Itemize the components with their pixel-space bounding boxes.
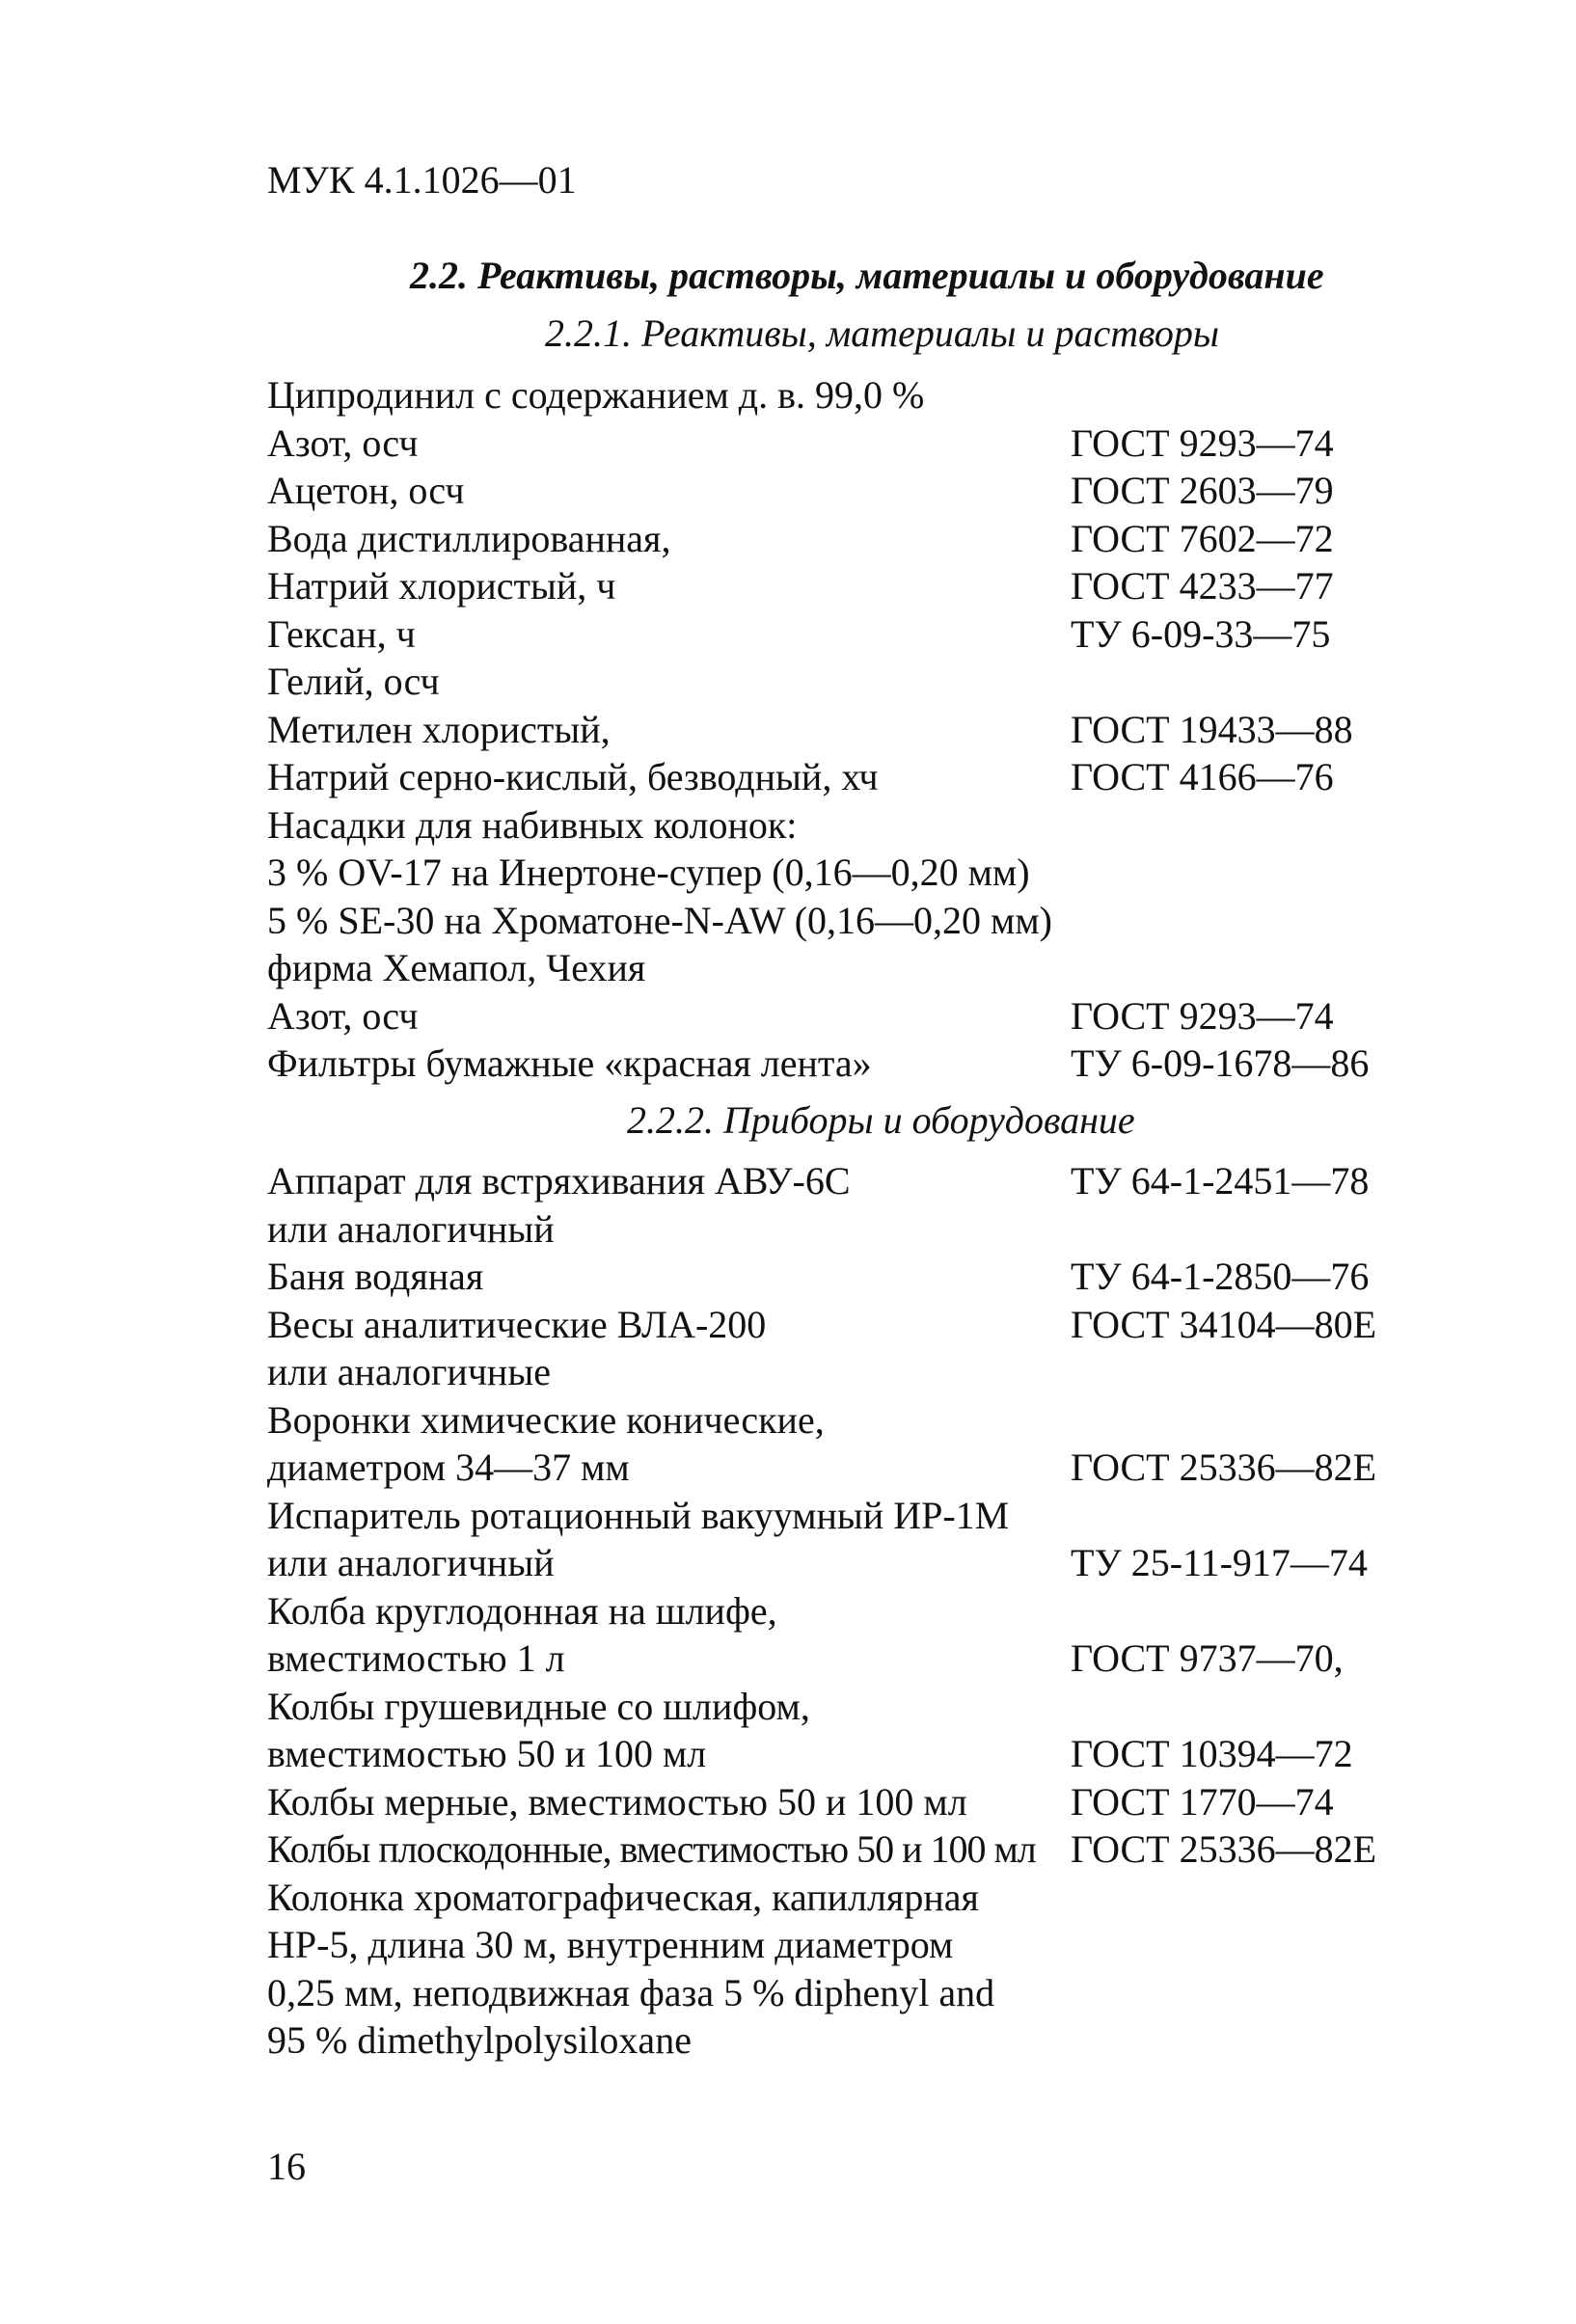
item-label: Азот, осч <box>267 420 419 465</box>
list-item <box>267 1969 1425 2017</box>
item-standard: ГОСТ 10394—72 <box>1071 1732 1353 1775</box>
item-standard: ГОСТ 34104—80Е <box>1071 1302 1377 1346</box>
item-standard: ГОСТ 1770—74 <box>1071 1779 1334 1824</box>
list-item <box>267 706 1425 754</box>
item-standard: ГОСТ 4233—77 <box>1071 564 1334 608</box>
list-item <box>267 1444 1425 1492</box>
item-standard: ГОСТ 7602—72 <box>1071 516 1334 560</box>
list-item <box>267 1157 1425 1205</box>
item-label: Испаритель ротационный вакуумный ИР-1М <box>267 1493 1010 1537</box>
item-label: Колонка хроматографическая, капиллярная <box>267 1875 979 1919</box>
item-label: Гексан, ч <box>267 611 416 656</box>
item-standard: ГОСТ 9737—70, <box>1071 1636 1344 1680</box>
list-item <box>267 1301 1425 1349</box>
item-standard: ТУ 6-09-33—75 <box>1071 611 1331 656</box>
list-item <box>267 562 1425 610</box>
list-item <box>267 1683 1425 1731</box>
item-standard: ГОСТ 9293—74 <box>1071 993 1334 1038</box>
item-standard: ГОСТ 25336—82Е <box>1071 1827 1377 1871</box>
list-item <box>267 1539 1425 1587</box>
item-standard: ТУ 25-11-917—74 <box>1071 1541 1368 1584</box>
item-label: Вода дистиллированная, <box>267 516 671 560</box>
item-standard: ГОСТ 25336—82Е <box>1071 1446 1377 1489</box>
list-item <box>267 1040 1425 1088</box>
item-label: Натрий серно-кислый, безводный, хч <box>267 755 879 798</box>
list-item <box>267 658 1425 706</box>
item-label: Баня водяная <box>267 1255 484 1298</box>
list-item <box>267 371 1425 419</box>
item-label: 5 % SE-30 на Хроматоне-N-AW (0,16—0,20 мм) <box>267 898 1052 942</box>
list-item <box>267 1778 1425 1826</box>
list-item <box>267 801 1425 850</box>
item-label: 3 % OV-17 на Инертоне-супер (0,16—0,20 мм) <box>267 851 1030 894</box>
item-label: Аппарат для встряхивания АВУ-6С <box>267 1159 851 1203</box>
item-standard: ТУ 64-1-2451—78 <box>1071 1159 1370 1203</box>
list-item <box>267 419 1425 468</box>
subsection-title-equipment: 2.2.2. Приборы и оборудование <box>627 1098 1135 1142</box>
item-standard: ТУ 64-1-2850—76 <box>1071 1255 1370 1298</box>
list-item <box>267 1587 1425 1635</box>
list-item <box>267 897 1425 945</box>
equipment-list <box>267 1157 1425 2065</box>
item-label: Колбы плоскодонные, вместимостью 50 и 100 мл <box>267 1827 1036 1871</box>
list-item <box>267 1874 1425 1922</box>
list-item <box>267 1635 1425 1683</box>
item-label: или аналогичные <box>267 1350 551 1393</box>
item-label: Насадки для набивных колонок: <box>267 802 798 847</box>
list-item <box>267 1730 1425 1778</box>
item-label: Колбы мерные, вместимостью 50 и 100 мл <box>267 1779 967 1824</box>
item-label: Метилен хлористый, <box>267 707 611 751</box>
list-item <box>267 1348 1425 1396</box>
item-standard: ГОСТ 9293—74 <box>1071 420 1334 465</box>
item-label: Ципродинил с содержанием д. в. 99,0 % <box>267 373 925 417</box>
item-standard: ГОСТ 19433—88 <box>1071 707 1353 751</box>
list-item <box>267 1921 1425 1969</box>
list-item <box>267 944 1425 992</box>
list-item <box>267 992 1425 1040</box>
item-label: Натрий хлористый, ч <box>267 564 616 608</box>
item-label: вместимостью 1 л <box>267 1636 565 1680</box>
item-label: или аналогичный <box>267 1541 555 1584</box>
item-label: Ацетон, осч <box>267 469 465 512</box>
list-item <box>267 467 1425 515</box>
item-label: Колбы грушевидные со шлифом, <box>267 1684 810 1728</box>
page-number: 16 <box>267 2145 306 2188</box>
list-item <box>267 1492 1425 1540</box>
item-label: Воронки химические конические, <box>267 1397 825 1442</box>
item-label: Азот, осч <box>267 993 419 1038</box>
item-label: Фильтры бумажные «красная лента» <box>267 1041 872 1085</box>
item-label: фирма Хемапол, Чехия <box>267 946 646 989</box>
list-item <box>267 515 1425 563</box>
document-code: МУК 4.1.1026—01 <box>267 158 577 202</box>
item-label: или аналогичный <box>267 1206 555 1251</box>
subsection-title-reagents: 2.2.1. Реактивы, материалы и растворы <box>545 311 1220 355</box>
item-label: Весы аналитические ВЛА-200 <box>267 1302 767 1346</box>
item-label: HP-5, длина 30 м, внутренним диаметром <box>267 1923 954 1966</box>
item-label: вместимостью 50 и 100 мл <box>267 1732 707 1775</box>
list-item <box>267 1205 1425 1254</box>
item-standard: ГОСТ 2603—79 <box>1071 469 1334 512</box>
list-item <box>267 1825 1425 1874</box>
item-label: диаметром 34—37 мм <box>267 1446 630 1489</box>
item-standard: ТУ 6-09-1678—86 <box>1071 1041 1370 1085</box>
item-label: Гелий, осч <box>267 660 440 703</box>
item-label: 95 % dimethylpolysiloxane <box>267 2018 692 2062</box>
section-title: 2.2. Реактивы, растворы, материалы и оборудование <box>410 254 1324 297</box>
list-item <box>267 849 1425 897</box>
reagents-list <box>267 371 1425 1088</box>
list-item <box>267 1396 1425 1445</box>
list-item <box>267 2016 1425 2065</box>
list-item <box>267 753 1425 801</box>
list-item <box>267 610 1425 659</box>
item-label: Колба круглодонная на шлифе, <box>267 1588 777 1633</box>
item-standard: ГОСТ 4166—76 <box>1071 755 1334 798</box>
list-item <box>267 1253 1425 1301</box>
item-label: 0,25 мм, неподвижная фаза 5 % diphenyl and <box>267 1970 995 2014</box>
